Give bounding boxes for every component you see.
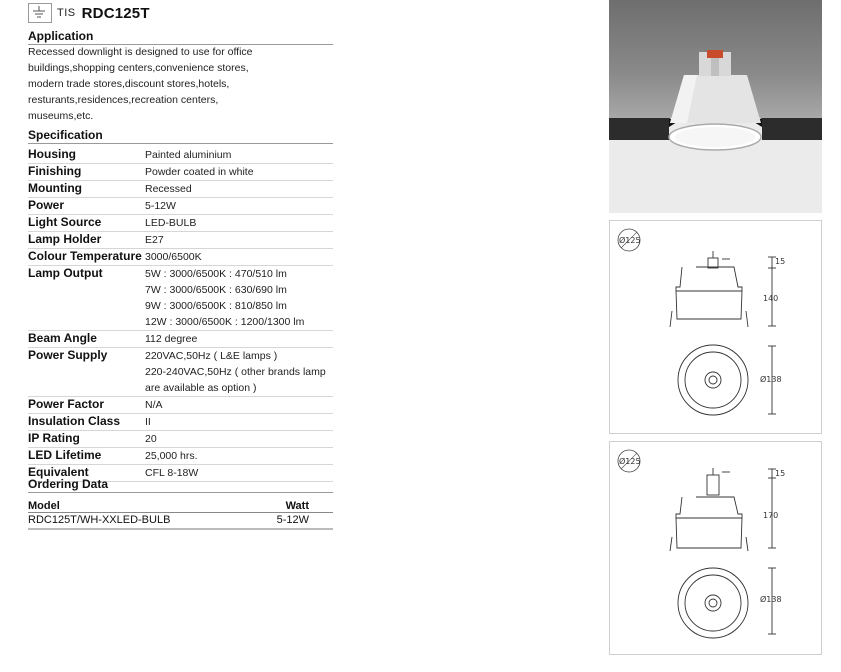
spec-value-line: LED-BULB: [145, 217, 197, 229]
ground-symbol-icon: [28, 3, 52, 23]
spec-row: [28, 331, 333, 348]
spec-value: [145, 181, 192, 197]
product-photo: [609, 0, 822, 213]
application-line: museums,etc.: [28, 110, 94, 122]
cutout-label: Ø125: [619, 457, 641, 466]
spec-label: Power: [28, 198, 65, 212]
specification-heading: Specification: [28, 128, 333, 144]
spec-value-line: N/A: [145, 399, 163, 411]
ordering-table: [28, 500, 333, 530]
spec-value-line: are available as option ): [145, 382, 257, 394]
application-line: resturants,residences,recreation centers,: [28, 94, 219, 106]
height-dimension: 140: [763, 294, 779, 303]
spec-label: Equivalent: [28, 465, 89, 479]
spec-label: Mounting: [28, 181, 82, 195]
spec-value-line: Recessed: [145, 183, 192, 195]
top-dimension: 15: [775, 469, 786, 478]
spec-value: [145, 164, 254, 180]
spec-value-line: 9W : 3000/6500K : 810/850 lm: [145, 300, 287, 312]
spec-value: [145, 431, 157, 447]
spec-value: [145, 266, 304, 330]
diameter-dimension: Ø138: [760, 375, 782, 384]
application-line: Recessed downlight is designed to use for office: [28, 46, 253, 58]
top-dimension: 15: [775, 257, 786, 266]
application-text: [28, 44, 268, 124]
spec-row: [28, 414, 333, 431]
ordering-row: [28, 513, 333, 530]
tis-mark: TIS: [57, 7, 76, 19]
height-dimension: 170: [763, 511, 779, 520]
spec-row: [28, 181, 333, 198]
dimension-drawing-170: [609, 441, 822, 655]
spec-value: [145, 215, 196, 231]
spec-value-line: 7W : 3000/6500K : 630/690 lm: [145, 284, 287, 296]
spec-value: [145, 414, 151, 430]
spec-value-line: 5W : 3000/6500K : 470/510 lm: [145, 268, 287, 280]
spec-row: [28, 448, 333, 465]
spec-row: [28, 266, 333, 331]
column-model: Model: [28, 500, 60, 512]
spec-row: [28, 198, 333, 215]
spec-label: IP Rating: [28, 431, 80, 445]
order-model: RDC125T/WH-XXLED-BULB: [28, 514, 171, 526]
ordering-heading: Ordering Data: [28, 477, 333, 493]
spec-value: [145, 147, 231, 163]
spec-label: Light Source: [28, 215, 102, 229]
model-title: RDC125T: [81, 4, 150, 22]
spec-row: [28, 249, 333, 266]
spec-value-line: 20: [145, 433, 157, 445]
spec-row: [28, 431, 333, 448]
spec-label: Colour Temperature: [28, 249, 142, 263]
spec-value-line: CFL 8-18W: [145, 467, 199, 479]
spec-value: [145, 397, 163, 413]
column-watt: Watt: [285, 500, 309, 512]
spec-value: [145, 198, 176, 214]
spec-label: Housing: [28, 147, 76, 161]
spec-value-line: 220-240VAC,50Hz ( other brands lamp: [145, 366, 326, 378]
dimension-drawing-140: [609, 220, 822, 434]
spec-label: Lamp Holder: [28, 232, 102, 246]
spec-row: [28, 397, 333, 414]
spec-row: [28, 215, 333, 232]
spec-value-line: E27: [145, 234, 164, 246]
spec-label: Power Factor: [28, 397, 105, 411]
spec-value-line: 5-12W: [145, 200, 176, 212]
spec-value-line: 12W : 3000/6500K : 1200/1300 lm: [145, 316, 305, 328]
spec-row: [28, 147, 333, 164]
application-line: modern trade stores,discount stores,hotels,: [28, 78, 230, 90]
specification-table: [28, 147, 333, 482]
spec-label: Power Supply: [28, 348, 108, 362]
spec-value-line: 3000/6500K: [145, 251, 202, 263]
spec-label: Insulation Class: [28, 414, 121, 428]
spec-value: [145, 249, 202, 265]
spec-value: [145, 331, 197, 347]
spec-value: [145, 348, 326, 396]
spec-value: [145, 448, 198, 464]
application-heading: Application: [28, 29, 333, 45]
spec-row: [28, 164, 333, 181]
spec-label: Finishing: [28, 164, 82, 178]
order-watt: 5-12W: [276, 514, 309, 526]
spec-value-line: II: [145, 416, 151, 428]
spec-value-line: Painted aluminium: [145, 149, 232, 161]
application-line: buildings,shopping centers,convenience stores,: [28, 62, 249, 74]
spec-row: [28, 232, 333, 249]
spec-label: Beam Angle: [28, 331, 97, 345]
spec-label: Lamp Output: [28, 266, 103, 280]
ordering-header-row: [28, 500, 333, 513]
spec-label: LED Lifetime: [28, 448, 102, 462]
diameter-dimension: Ø138: [760, 595, 782, 604]
spec-row: [28, 348, 333, 397]
spec-value: [145, 232, 164, 248]
spec-value-line: 220VAC,50Hz ( L&E lamps ): [145, 350, 278, 362]
cutout-label: Ø125: [619, 236, 641, 245]
spec-value-line: Powder coated in white: [145, 166, 254, 178]
spec-value-line: 112 degree: [145, 333, 198, 345]
header: [28, 3, 150, 23]
spec-value-line: 25,000 hrs.: [145, 450, 198, 462]
